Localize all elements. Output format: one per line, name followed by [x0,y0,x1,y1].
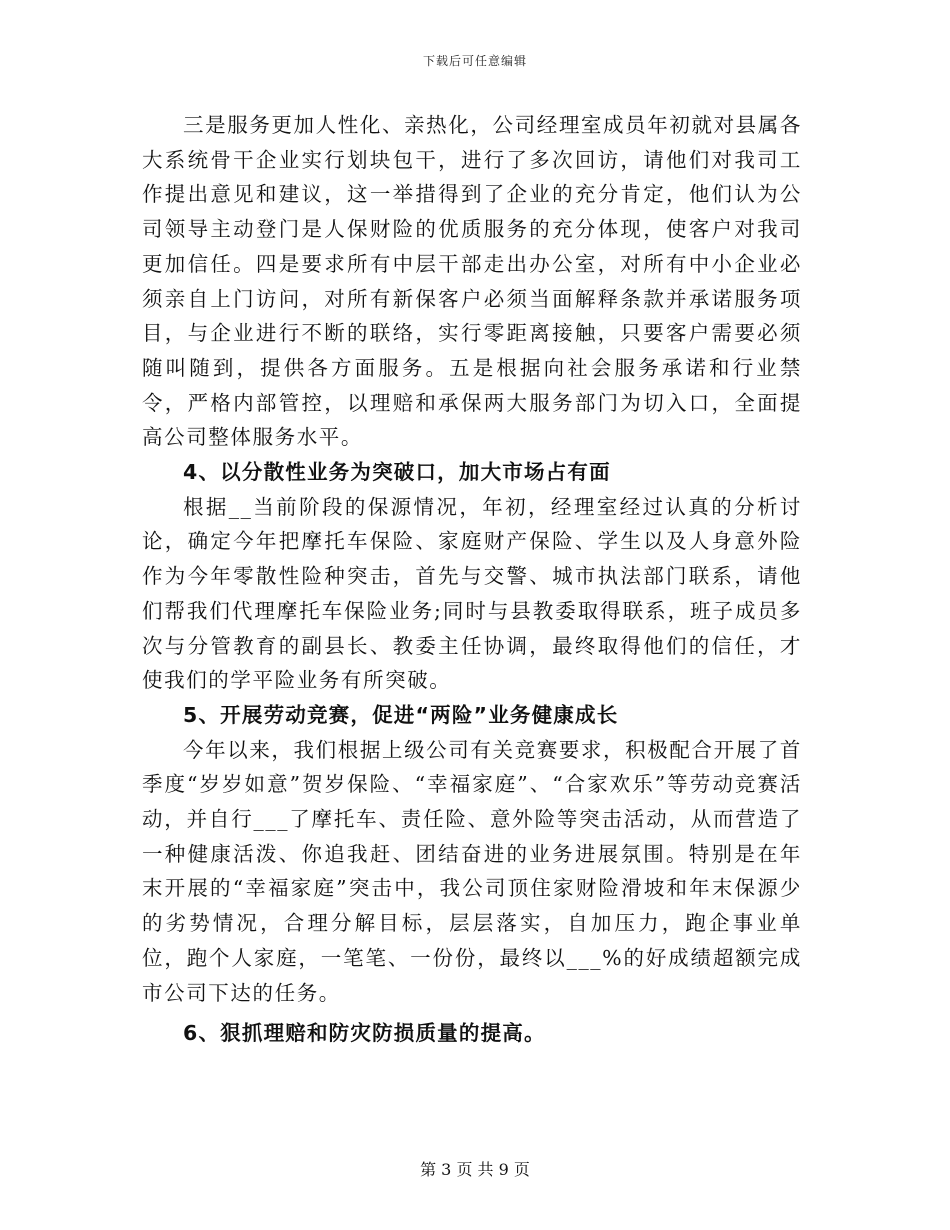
header-note: 下载后可任意编辑 [422,54,527,68]
paragraph-service: 三是服务更加人性化、亲热化，公司经理室成员年初就对县属各大系统骨干企业实行划块包干，进行了多次回访，请他们对我司工作提出意见和建议，这一举措得到了企业的充分肯定，他们认为公司领导主动登门是人保财险的优质服务的充分体现，使客户对我司更加信任。四是要求所有中层干部走出办公室，对所有中小企业必须亲自上门访问，对所有新保客户必须当面解释条款并承诺服务项目，与企业进行不断的联络，实行零距离接触，只要客户需要必须随叫随到，提供各方面服务。五是根据向社会服务承诺和行业禁令，严格内部管控，以理赔和承保两大服务部门为切入口，全面提高公司整体服务水平。 [142,113,802,450]
heading-section-6: 6、狠抓理赔和防灾防损质量的提高。 [183,1021,546,1046]
heading-section-4: 4、以分散性业务为突破口，加大市场占有面 [183,460,611,485]
paragraph-labor-competition: 今年以来，我们根据上级公司有关竞赛要求，积极配合开展了首季度“岁岁如意”贺岁保险、“幸福家庭”、“合家欢乐”等劳动竞赛活动，并自行___了摩托车、责任险、意外险等突击活动，从而营造了一种健康活泼、你追我赶、团结奋进的业务进展氛围。特别是在年末开展的“幸福家庭”突击中，我公司顶住家财险滑坡和年末保源少的劣势情况，合理分解目标，层层落实，自加压力，跑企事业单位，跑个人家庭，一笔笔、一份份，最终以___%的好成绩超额完成市公司下达的任务。 [142,737,802,1005]
page-number: 第 3 页 共 9 页 [420,1160,530,1179]
heading-section-5: 5、开展劳动竞赛，促进“两险”业务健康成长 [183,702,619,727]
document-body [142,108,802,1051]
paragraph-scattered-business: 根据__当前阶段的保源情况，年初，经理室经过认真的分析讨论，确定今年把摩托车保险、家庭财产保险、学生以及人身意外险作为今年零散性险种突击，首先与交警、城市执法部门联系，请他们帮我们代理摩托车保险业务;同时与县教委取得联系，班子成员多次与分管教育的副县长、教委主任协调，最终取得他们的信任，才使我们的学平险业务有所突破。 [142,494,802,693]
